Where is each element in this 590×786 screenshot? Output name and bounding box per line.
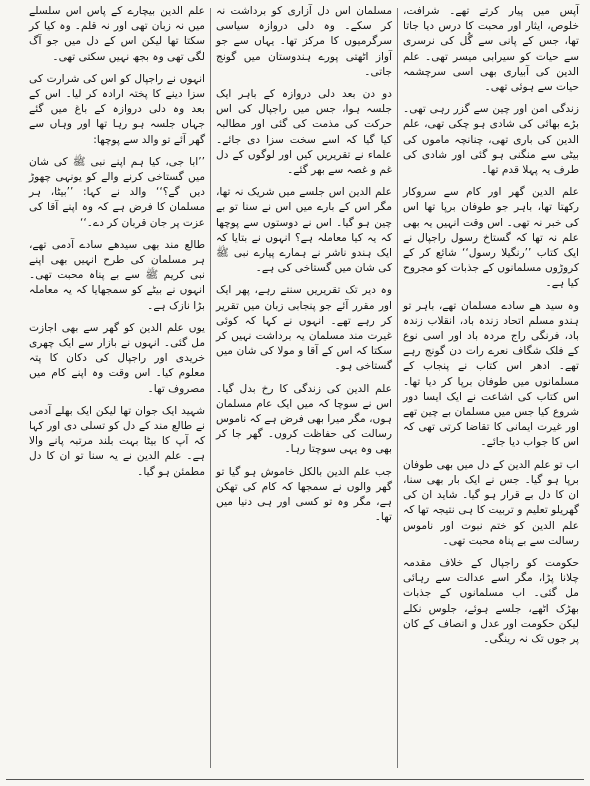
paragraph: علم الدین اس جلسے میں شریک نہ تھا، مگر اس کے بارے میں اس نے سنا تو بے چین ہو گیا۔ اس نے دوستوں سے پوچھا کہ یہ کیا معاملہ ہے؟ انہوں نے بتایا کہ ایک ہندو ناشر نے ہمارے پیارے نبی ﷺ کی شان میں گستاخی کی ہے۔ (216, 186, 392, 275)
paragraph: وہ سید ھے سادے مسلمان تھے، باہر تو ہندو مسلم اتحاد زندہ باد، انقلاب زندہ باد، فرنگی راج مردہ باد اور اسی نوع کے فلک شگاف نعرے رات دن گونج رہے تھے۔ ادھر اس کتاب نے پنجاب کے مسلمانوں میں طوفان برپا کر دیا تھا۔ اس کتاب کی اشاعت نے ایک ایسا دور شروع کیا جس میں مسلمان بے چین تھے اور غیرت ایمانی کا تقاضا کرتی تھی کہ اس کا جواب دیا جائے۔ (403, 299, 579, 449)
paragraph: اب تو علم الدین کے دل میں بھی طوفان برپا ہو گیا۔ جس نے ایک بار بھی سنا، ان کا دل بے قرار ہو گیا۔ شاید ان کی گھریلو تعلیم و تربیت کا ہی نتیجہ تھا کہ علم الدین کو ختم نبوت اور ناموس رسالت سے بے پناہ محبت تھی۔ (403, 458, 579, 547)
paragraph: طالع مند بھی سیدھے سادے آدمی تھے، ہر مسلمان کی طرح انہیں بھی اپنے نبی کریم ﷺ سے بے پناہ محبت تھی۔ انہوں نے بیٹے کو سمجھایا کہ یہ معاملہ بڑا نازک ہے۔ (29, 238, 205, 312)
paragraph: انہوں نے راجپال کو اس کی شرارت کی سزا دینے کا پختہ ارادہ کر لیا۔ اس کے بعد وہ دلی دروازہ کے باغ میں گئے جہاں جلسہ ہو رہا تھا اور وہاں سے گھر آئے تو والد سے پوچھا: (29, 72, 205, 146)
paragraph: زندگی امن اور چین سے گزر رہی تھی۔ بڑے بھائی کی شادی ہو چکی تھی، علم الدین کی باری تھی، چنانچہ ماموں کی بیٹی سے منگنی ہو گئی اور شادی کی طرف یہ پہلا قدم تھا۔ (403, 103, 579, 177)
paragraph: ’’ابا جی، کیا ہم اپنے نبی ﷺ کی شان میں گستاخی کرنے والے کو یونہی چھوڑ دیں گے؟‘‘ والد نے کہا: ’’بیٹا، ہر مسلمان کا فرض ہے کہ وہ اپنے آقا کی عزت پر جان قربان کر دے۔‘‘ (29, 155, 205, 229)
paragraph: یوں علم الدین کو گھر سے بھی اجازت مل گئی۔ انہوں نے بازار سے ایک چھری خریدی اور راجپال کی دکان کا پتہ معلوم کیا۔ اس وقت وہ اپنے کام میں مصروف تھا۔ (29, 321, 205, 395)
paragraph: حکومت کو راجپال کے خلاف مقدمہ چلانا پڑا، مگر اسے عدالت سے رہائی مل گئی۔ اب مسلمانوں کے جذبات بھڑک اٹھے، جلسے ہوئے، جلوس نکلے لیکن حکومت اور عدل و انصاف کے کان پر جوں تک نہ رینگی۔ (403, 556, 579, 645)
column-right (398, 4, 584, 772)
column-middle (211, 4, 397, 772)
paragraph: وہ دیر تک تقریریں سنتے رہے، پھر ایک اور مقرر آئے جو پنجابی زبان میں تقریر کر رہے تھے۔ انہوں نے کہا کہ کوئی غیرت مند مسلمان یہ برداشت نہیں کر سکتا کہ اس کے آقا و مولا کی شان میں گستاخی ہو۔ (216, 284, 392, 373)
paragraph: مسلمان اس دل آزاری کو برداشت نہ کر سکے۔ وہ دلی دروازہ سیاسی سرگرمیوں کا مرکز تھا۔ یہاں سے جو آواز اٹھتی پورے ہندوستان میں گونج جاتی۔ (216, 5, 392, 78)
paragraph: علم الدین گھر اور کام سے سروکار رکھتا تھا، باہر جو طوفان برپا تھا اس کی خبر نہ تھی۔ اس وقت انہیں یہ بھی علم نہ تھا کہ گستاخ رسول راجپال نے ایک کتاب ’’رنگیلا رسول‘‘ شائع کر کے کروڑوں مسلمانوں کے جذبات کو مجروح کیا ہے۔ (403, 186, 579, 290)
article-columns (6, 4, 584, 772)
paragraph: آپس میں پیار کرتے تھے۔ شرافت، خلوص، ایثار اور محبت کا درس دیا جاتا تھا، جس کے پانی سے گُل کی نرسری سے حیات کو سیرابی میسر تھی۔ علم الدین کی آبیاری بھی اسی سرچشمہ حیات سے ہوئی تھی۔ (403, 5, 579, 94)
paragraph: جب علم الدین بالکل خاموش ہو گیا تو گھر والوں نے سمجھا کہ کام کی تھکن ہے، مگر وہ تو کسی اور ہی دنیا میں تھا۔ (216, 465, 392, 524)
paragraph: دو دن بعد دلی دروازہ کے باہر ایک جلسہ ہوا، جس میں راجپال کی اس حرکت کی مذمت کی گئی اور مطالبہ کیا گیا کہ اسے سخت سزا دی جائے۔ علماء نے تقریریں کیں اور لوگوں کے دل غم و غصہ سے بھر گئے۔ (216, 88, 392, 177)
paragraph: علم الدین کی زندگی کا رخ بدل گیا۔ اس نے سوچا کہ میں ایک عام مسلمان ہوں، مگر میرا بھی فرض ہے کہ ناموس رسالت کی حفاظت کروں۔ گھر جا کر بھی وہ یہی سوچتا رہا۔ (216, 382, 392, 456)
paragraph: علم الدین بیچارے کے پاس اس سلسلے میں نہ زبان تھی اور نہ قلم۔ وہ کیا کر سکتا تھا لیکن اس کے دل میں جو آگ لگی تھی وہ بجھ نہیں سکتی تھی۔ (29, 5, 205, 63)
page-bottom-rule (6, 779, 584, 780)
column-left (24, 4, 210, 772)
paragraph: شہید ایک جوان تھا لیکن ایک بھلے آدمی نے طالع مند کے دل کو تسلی دی اور کہا کہ آپ کا بیٹا بہت بلند مرتبہ پانے والا ہے۔ علم الدین نے یہ سنا تو ان کا دل مطمئن ہو گیا۔ (29, 404, 205, 478)
